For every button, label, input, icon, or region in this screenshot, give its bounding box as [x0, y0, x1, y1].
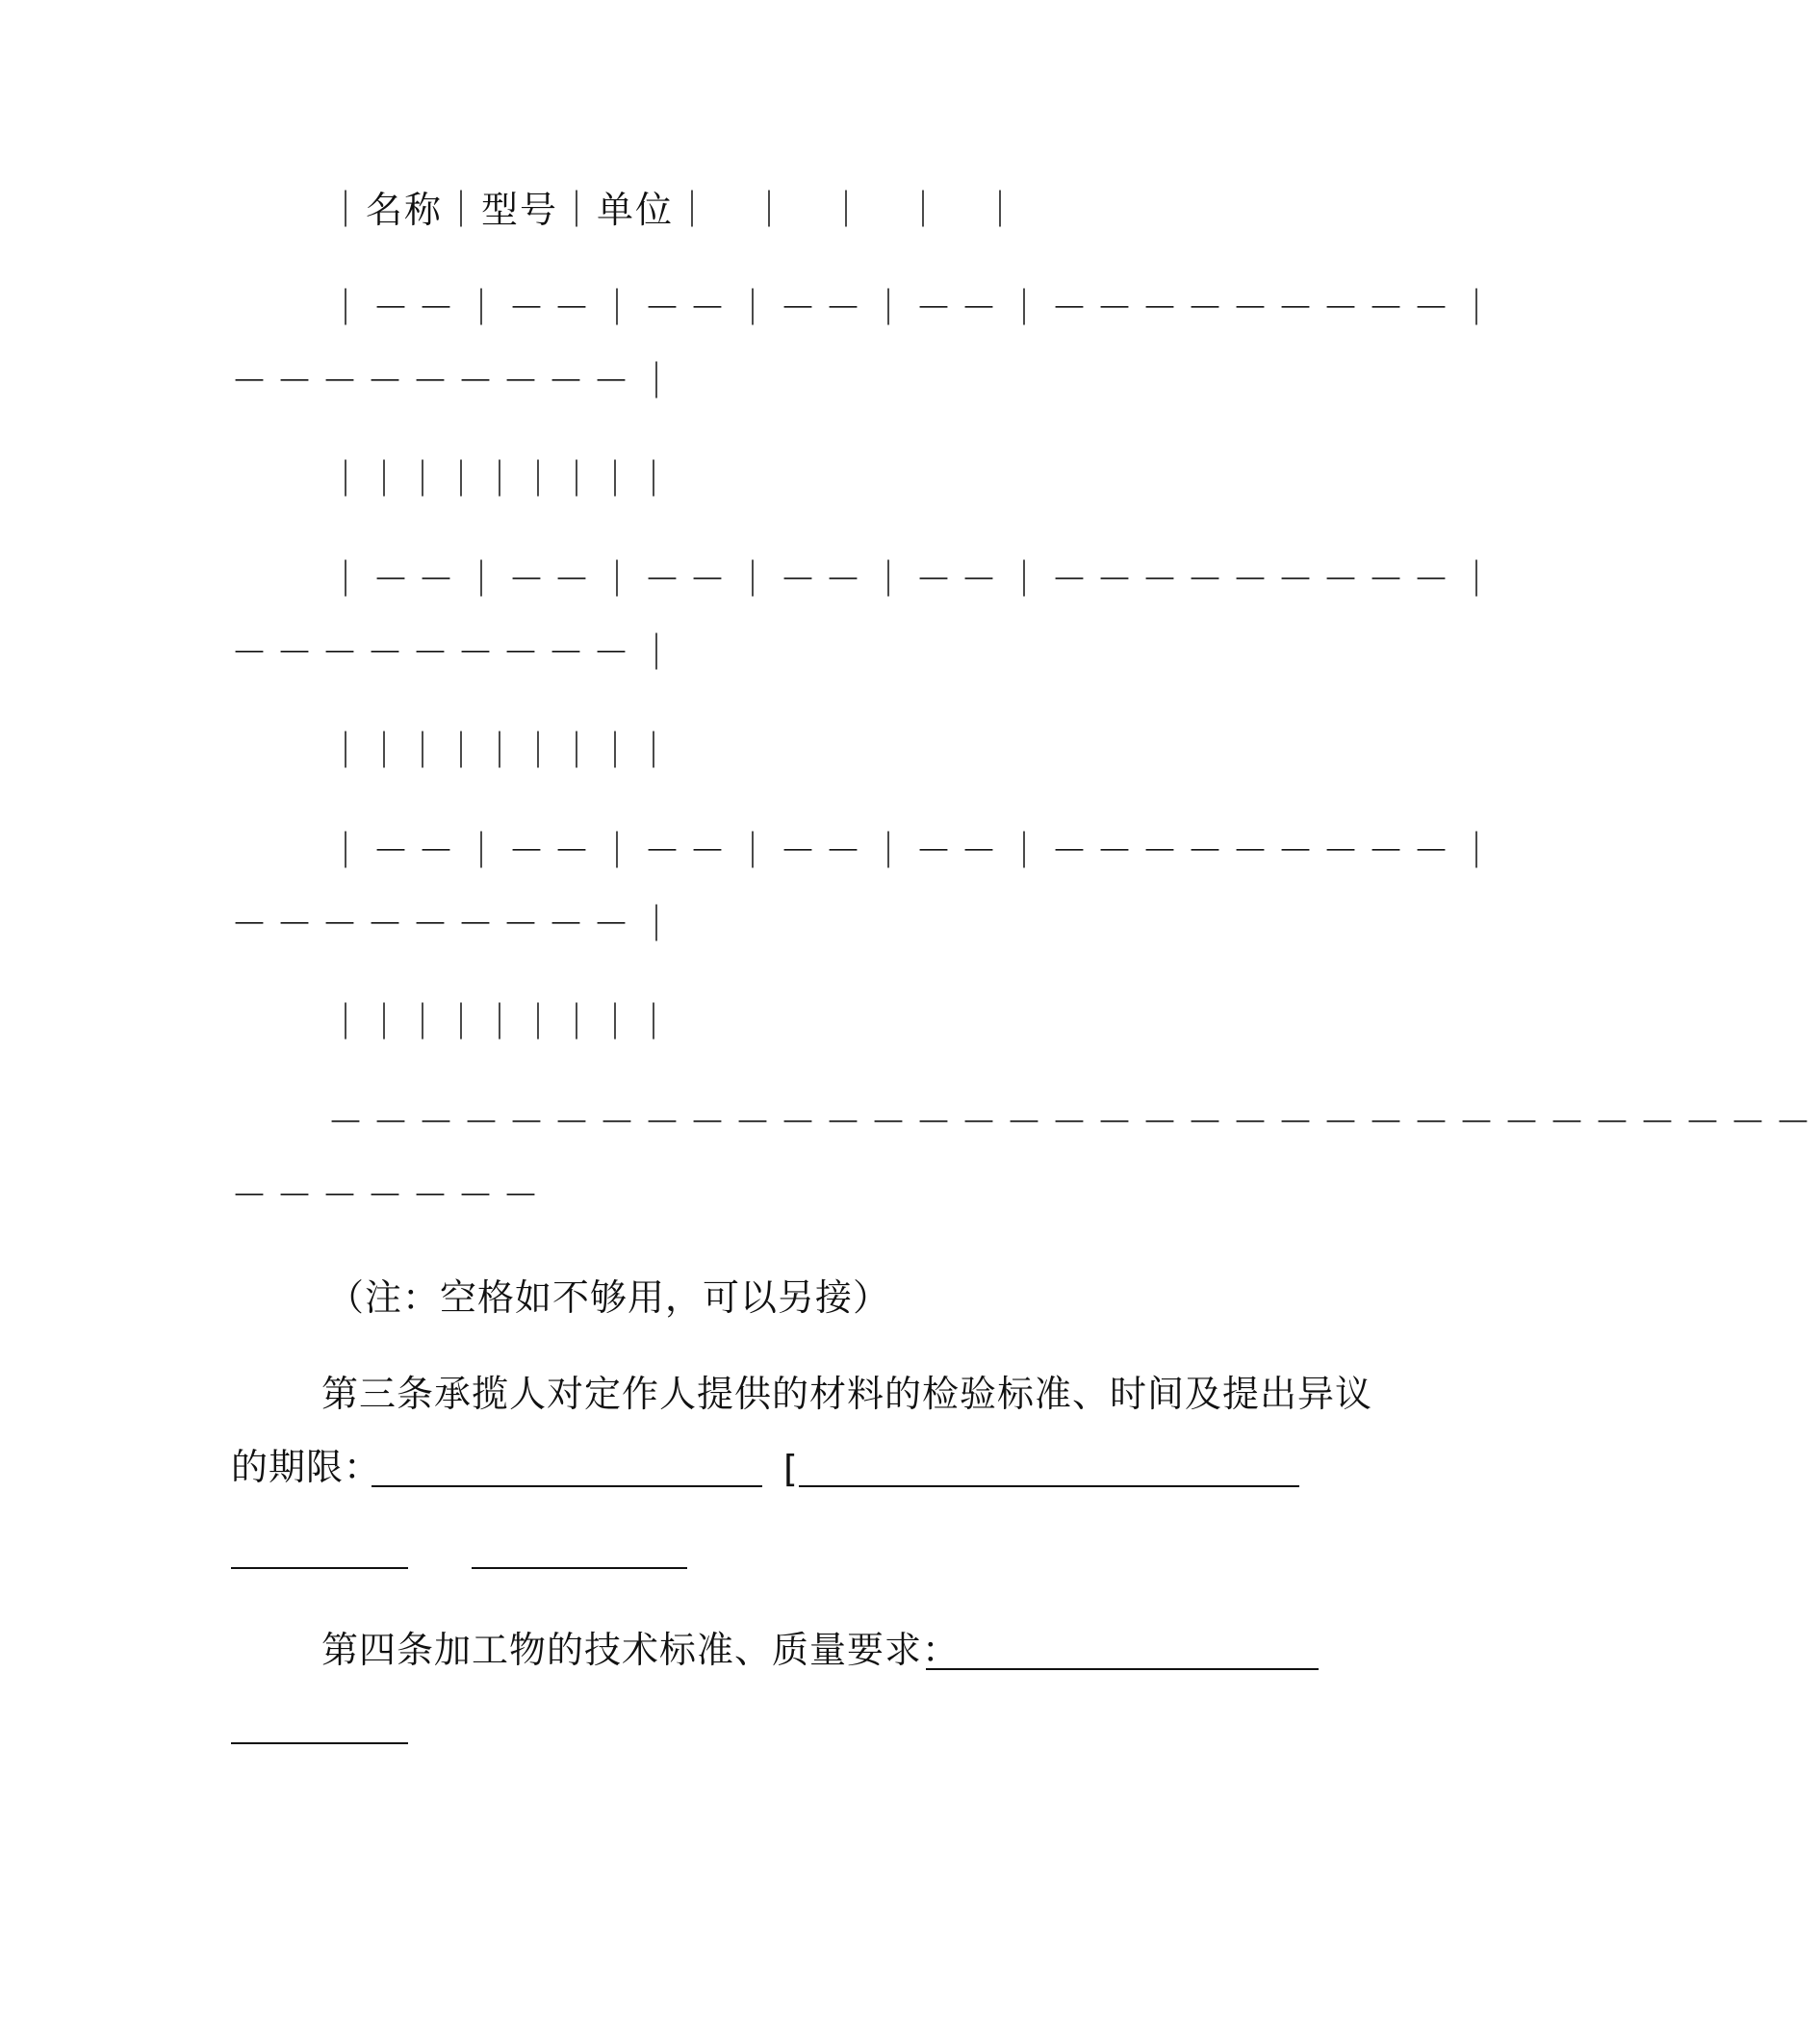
- table-empty-row: ｜｜｜｜｜｜｜｜｜: [327, 730, 675, 772]
- article-3-label: 的期限：: [231, 1446, 382, 1488]
- article-4-blank-2: [231, 1742, 408, 1744]
- article-4-heading: 第四条加工物的技术标准、质量要求：: [321, 1629, 961, 1671]
- article-3-bracket: [: [783, 1448, 798, 1490]
- table-separator-wrap: －－－－－－－－－｜: [231, 631, 684, 674]
- table-empty-row: ｜｜｜｜｜｜｜｜｜: [327, 1001, 675, 1043]
- table-separator: ｜－－｜－－｜－－｜－－｜－－｜－－－－－－－－－｜: [327, 830, 1504, 872]
- table-separator: ｜－－｜－－｜－－｜－－｜－－｜－－－－－－－－－｜: [327, 558, 1504, 601]
- article-4-blank-1: [926, 1668, 1319, 1670]
- table-header-row: ｜名称｜型号｜单位｜ ｜ ｜ ｜ ｜: [327, 189, 1021, 231]
- article-3-blank-3: [231, 1567, 408, 1569]
- table-note: （注：空格如不够用，可以另接）: [327, 1276, 891, 1319]
- table-bottom-rule: －－－－－－－－－－－－－－－－－－－－－－－－－－－－－－－－－: [327, 1101, 1820, 1144]
- table-empty-row: ｜｜｜｜｜｜｜｜｜: [327, 458, 675, 501]
- article-3-blank-1: [372, 1485, 762, 1487]
- table-separator-wrap: －－－－－－－－－｜: [231, 360, 684, 402]
- article-3-blank-4: [472, 1567, 687, 1569]
- table-separator: ｜－－｜－－｜－－｜－－｜－－｜－－－－－－－－－｜: [327, 287, 1504, 329]
- table-separator-wrap: －－－－－－－－－｜: [231, 903, 684, 945]
- table-bottom-rule-wrap: －－－－－－－: [231, 1174, 549, 1217]
- article-3-blank-2: [799, 1485, 1299, 1487]
- article-3-heading: 第三条承揽人对定作人提供的材料的检验标准、时间及提出异议: [321, 1373, 1373, 1415]
